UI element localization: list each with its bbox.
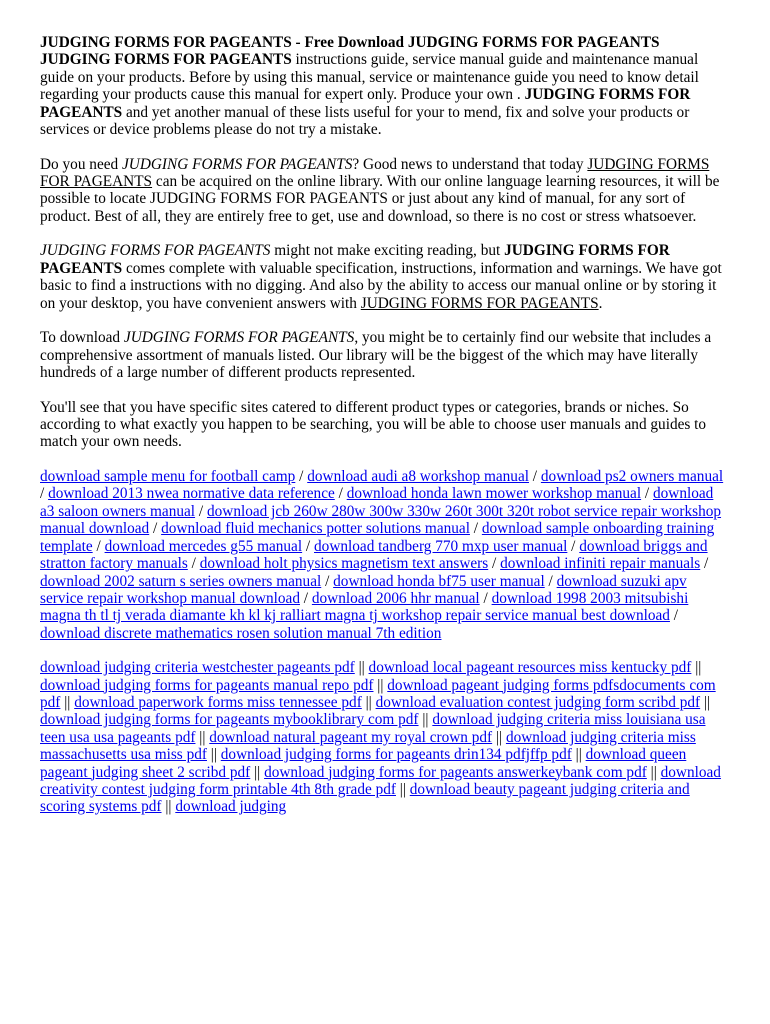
download-link[interactable]: download natural pageant my royal crown pdf (209, 728, 493, 746)
link-separator: / (488, 555, 501, 573)
link-separator: / (641, 485, 653, 503)
link-separator: || (195, 728, 210, 746)
link-separator: || (571, 746, 586, 764)
download-link[interactable]: download judging forms for pageants mybooklibrary com pdf (40, 711, 419, 729)
link-separator: || (354, 659, 369, 677)
p3-text-c: comes complete with valuable specification, instructions, information and warnings. We have got basic to find a instructions with no digging. And also by the ability to access our manual online or by storing it on your desktop, you have convenient answers with (40, 259, 722, 312)
page-title: JUDGING FORMS FOR PAGEANTS - Free Download JUDGING FORMS FOR PAGEANTS (40, 34, 660, 51)
p2-text-a: Do you need (40, 155, 122, 173)
link-separator: / (195, 502, 207, 520)
download-link[interactable]: download evaluation contest judging form scribd pdf (375, 693, 701, 711)
download-link[interactable]: download pageant judging forms pdfsdocuments com pdf (40, 676, 716, 711)
p4-text-a: To download (40, 329, 124, 347)
link-separator: || (60, 693, 75, 711)
link-separator: / (92, 537, 105, 555)
download-link[interactable]: download local pageant resources miss kentucky pdf (368, 659, 692, 677)
download-link[interactable]: download fluid mechanics potter solutions manual (161, 520, 470, 538)
link-separator: / (469, 520, 482, 538)
link-separator: || (691, 659, 702, 677)
intro-paragraph (40, 34, 730, 138)
link-separator: || (250, 763, 265, 781)
download-link[interactable]: download suzuki apv service repair workshop manual download (40, 572, 687, 607)
link-separator: / (528, 468, 541, 486)
link-separator: / (302, 537, 315, 555)
download-link[interactable]: download 2006 hhr manual (311, 589, 480, 607)
link-separator: || (161, 798, 176, 816)
download-link[interactable]: download 1998 2003 mitsubishi magna th tl tj verada diamante kh kl kj ralliart magna tj workshop repair service manual best download (40, 589, 689, 625)
p4-text-b: , you might be to certainly find our website that includes a comprehensive assortment of manuals listed. Our library will be the biggest of the which may have literally hundreds of a large number of different products represented. (40, 329, 712, 382)
download-link[interactable]: download discrete mathematics rosen solution manual 7th edition (40, 624, 442, 642)
download-link[interactable]: download a3 saloon owners manual (40, 485, 714, 520)
link-separator: / (299, 589, 312, 607)
link-separator: / (567, 537, 580, 555)
download-link[interactable]: download audi a8 workshop manual (307, 468, 529, 486)
link-separator: / (40, 485, 49, 503)
p3-bold-a: JUDGING FORMS FOR PAGEANTS (40, 242, 670, 277)
link-separator: || (492, 728, 506, 746)
download-link[interactable]: download ps2 owners manual (540, 468, 724, 486)
link-separator: || (646, 763, 661, 781)
download-link[interactable]: download 2013 nwea normative data reference (48, 485, 335, 503)
paragraph-4 (40, 329, 730, 381)
p3-underline-a: JUDGING FORMS FOR PAGEANTS (360, 294, 599, 312)
download-link[interactable]: download paperwork forms miss tennessee pdf (74, 693, 362, 711)
paragraph-5: You'll see that you have specific sites catered to different product types or categories, brands or niches. So according to what exactly you happen to be searching, you will be able to choose user manuals and guides to match your own needs. (40, 398, 707, 451)
p1-text-b: and yet another manual of these lists useful for your to mend, fix and solve your products or services or device problems please do not try a mistake. (40, 103, 690, 139)
p1-bold-b: JUDGING FORMS FOR PAGEANTS (40, 86, 691, 121)
download-link[interactable]: download jcb 260w 280w 300w 330w 260t 300t 320t robot service repair workshop manual download (40, 502, 722, 538)
link-separator: || (700, 693, 711, 711)
document-page (40, 34, 730, 833)
p2-text-c: can be acquired on the online library. With our online language learning resources, it will be possible to locate JUDGING FORMS FOR PAGEANTS or just about any kind of manual, for any sort of product. Best of all, they are entirely free to get, use and download, so there is no cost or stress whatsoever. (40, 173, 720, 225)
paragraph-3 (40, 242, 730, 312)
link-separator: / (700, 555, 709, 573)
link-separator: / (187, 555, 200, 573)
link-separator: / (295, 468, 308, 486)
download-link[interactable]: download judging (175, 798, 287, 816)
download-link[interactable]: download 2002 saturn s series owners manual (40, 572, 322, 590)
download-link[interactable]: download mercedes g55 manual (104, 537, 303, 555)
download-link[interactable]: download judging criteria miss louisiana usa teen usa usa pageants pdf (40, 711, 706, 746)
p2-italic-a: JUDGING FORMS FOR PAGEANTS (122, 155, 353, 173)
download-link[interactable]: download judging forms for pageants drin134 pdfjffp pdf (220, 746, 572, 764)
download-link[interactable]: download judging forms for pageants manual repo pdf (40, 676, 374, 694)
download-link[interactable]: download judging forms for pageants answerkeybank com pdf (264, 763, 647, 781)
link-separator: / (149, 520, 162, 538)
p2-underline-a: JUDGING FORMS FOR PAGEANTS (40, 155, 710, 191)
download-link[interactable]: download sample onboarding training template (40, 520, 715, 555)
download-link[interactable]: download briggs and stratton factory manuals (40, 537, 708, 573)
download-link[interactable]: download holt physics magnetism text answers (199, 555, 489, 573)
download-links-list-2 (40, 659, 730, 816)
download-link[interactable]: download creativity contest judging form printable 4th 8th grade pdf (40, 763, 721, 798)
link-separator: || (395, 780, 410, 798)
link-separator: || (418, 711, 433, 729)
link-separator: / (544, 572, 557, 590)
download-link[interactable]: download honda lawn mower workshop manual (346, 485, 642, 503)
download-link[interactable]: download beauty pageant judging criteria and scoring systems pdf (40, 780, 690, 816)
link-separator: || (361, 693, 376, 711)
p3-text-b: might not make exciting reading, but (270, 242, 505, 260)
p3-italic-a: JUDGING FORMS FOR PAGEANTS (40, 242, 271, 260)
p4-italic-a: JUDGING FORMS FOR PAGEANTS (123, 329, 355, 347)
p1-bold-a: JUDGING FORMS FOR PAGEANTS (40, 51, 292, 69)
download-link[interactable]: download tandberg 770 mxp user manual (314, 537, 568, 555)
link-separator: / (334, 485, 347, 503)
p2-text-b: ? Good news to understand that today (352, 155, 588, 173)
download-links-list-1 (40, 468, 730, 642)
download-link[interactable]: download sample menu for football camp (40, 468, 296, 486)
paragraph-2 (40, 156, 730, 226)
download-link[interactable]: download judging criteria westchester pageants pdf (40, 659, 355, 677)
download-link[interactable]: download queen pageant judging sheet 2 scribd pdf (40, 746, 687, 781)
link-separator: || (206, 746, 221, 764)
link-separator: / (321, 572, 334, 590)
link-separator: / (479, 589, 492, 607)
p3-text-d: . (598, 294, 603, 312)
p1-text-a: instructions guide, service manual guide and maintenance manual guide on your products. Before by using this manual, service or maintenance guide you need to know detail regarding your products cause this manual for expert only. Produce your own . (40, 51, 699, 104)
download-link[interactable]: download judging criteria miss massachusetts usa miss pdf (40, 728, 696, 764)
link-separator: / (669, 607, 679, 625)
download-link[interactable]: download infiniti repair manuals (500, 555, 701, 573)
download-link[interactable]: download honda bf75 user manual (333, 572, 545, 590)
link-separator: || (373, 676, 388, 694)
